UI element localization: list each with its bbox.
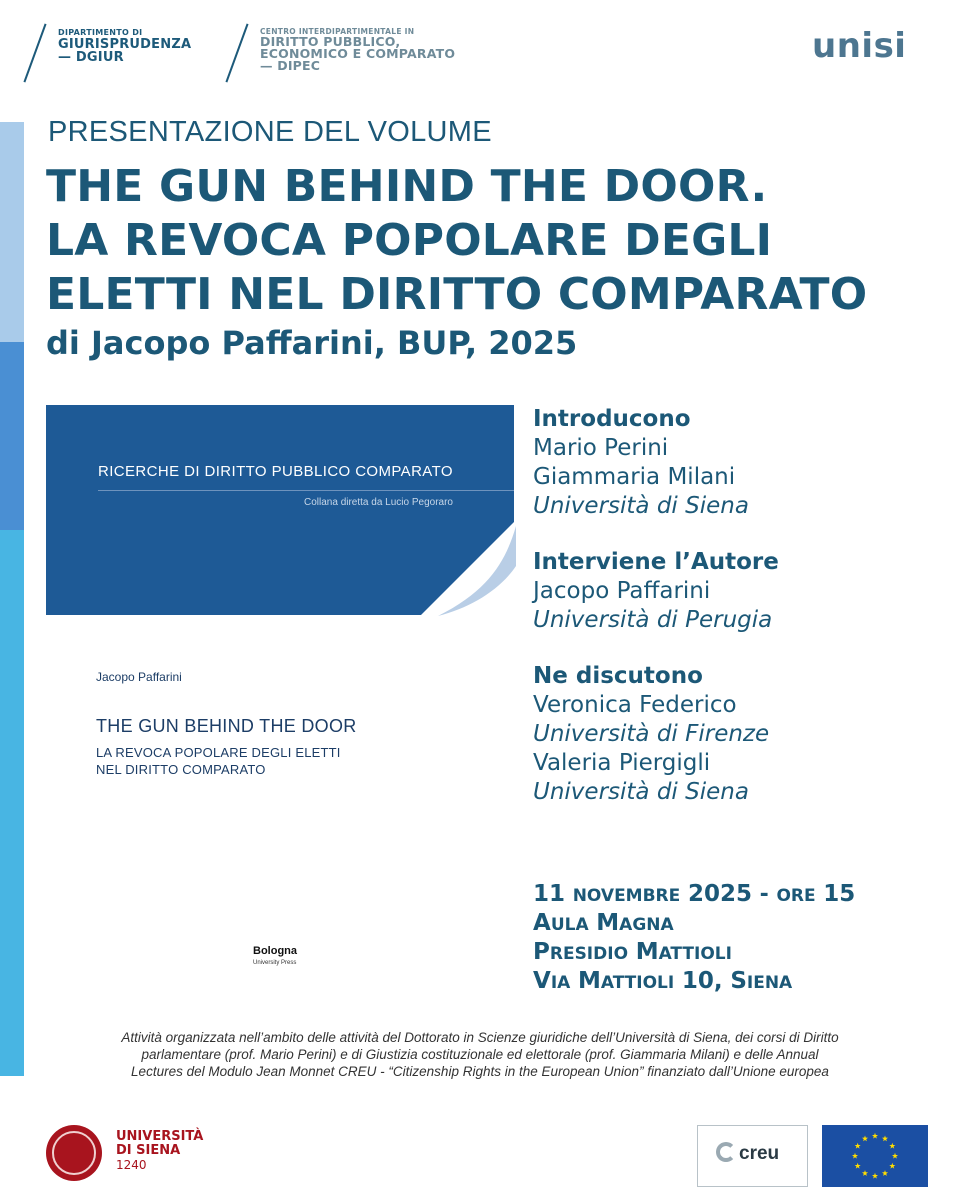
side-strip-cyan <box>0 530 24 1076</box>
discussant-1: Veronica Federico <box>533 692 737 718</box>
date-year: 2025 <box>687 881 752 907</box>
venue-building-cap-1: P <box>533 939 550 965</box>
venue-address-sc-3: IENA <box>746 973 793 993</box>
date-day: 11 <box>533 881 566 907</box>
venue-building-sc-1: RESIDIO <box>549 944 629 964</box>
eu-star-icon <box>889 1163 895 1169</box>
event-date <box>533 880 855 911</box>
creu-c-icon <box>716 1142 736 1162</box>
cover-subtitle-2: NEL DIRITTO COMPARATO <box>96 762 266 777</box>
eu-star-icon <box>872 1133 878 1139</box>
intro-speaker-1: Mario Perini <box>533 435 669 461</box>
book-author-line: di Jacopo Paffarini, BUP, 2025 <box>46 324 578 362</box>
intro-heading: Introducono <box>533 406 691 432</box>
time-hour: 15 <box>823 881 856 907</box>
date-separator: - <box>759 882 769 907</box>
venue-room-cap-1: A <box>533 910 551 936</box>
publisher-sub: University Press <box>253 960 297 966</box>
venue-address-cap-1: V <box>533 968 551 994</box>
date-month: NOVEMBRE <box>572 886 681 906</box>
time-label: ORE <box>776 886 816 906</box>
cover-subtitle-1: LA REVOCA POPOLARE DEGLI ELETTI <box>96 745 341 760</box>
eu-star-icon <box>889 1143 895 1149</box>
cover-collana: Collana diretta da Lucio Pegoraro <box>304 497 453 508</box>
venue-building-sc-2: ATTIOLI <box>658 944 732 964</box>
cover-author: Jacopo Paffarini <box>96 670 182 684</box>
dept-name: GIURISPRUDENZA <box>58 37 192 52</box>
venue-address <box>533 967 792 998</box>
title-line-2: LA REVOCA POPOLARE DEGLI <box>46 215 773 266</box>
eu-star-icon <box>872 1173 878 1179</box>
note-line-2: parlamentare (prof. Mario Perini) e di Giustizia costituzionale ed elettorale (prof. Giammaria Milani) e delle Annual <box>141 1047 819 1062</box>
centro-line-2: ECONOMICO E COMPARATO <box>260 46 456 61</box>
side-strip-mid <box>0 342 24 530</box>
author-affiliation: Università di Perugia <box>533 607 773 633</box>
cover-series: RICERCHE DI DIRITTO PUBBLICO COMPARATO <box>98 463 453 480</box>
centro-line-3: — DIPEC <box>260 58 321 73</box>
siena-year: 1240 <box>116 1158 147 1172</box>
siena-seal-icon <box>46 1125 102 1181</box>
siena-name-2: DI SIENA <box>116 1143 181 1158</box>
venue-building <box>533 938 732 969</box>
eu-star-icon <box>855 1163 861 1169</box>
unisi-logo: unisi <box>812 26 907 66</box>
eu-star-icon <box>862 1170 868 1176</box>
creu-logo-text: creu <box>739 1143 780 1164</box>
discussant-1-affiliation: Università di Firenze <box>533 721 770 747</box>
page-curl <box>420 520 516 616</box>
venue-room-sc-2: AGNA <box>619 915 674 935</box>
centro-small-text: CENTRO INTERDIPARTIMENTALE IN <box>260 27 415 36</box>
eu-star-icon <box>892 1153 898 1159</box>
venue-address-sc-2: ATTIOLI <box>600 973 675 993</box>
venue-room-sc-1: ULA <box>550 915 589 935</box>
title-line-3: ELETTI NEL DIRITTO COMPARATO <box>46 269 868 320</box>
title-line-1: THE GUN BEHIND THE DOOR. <box>46 161 768 212</box>
overline: PRESENTAZIONE DEL VOLUME <box>48 116 492 148</box>
eu-stars-icon <box>822 1125 928 1187</box>
intro-affiliation: Università di Siena <box>533 493 749 519</box>
dept-logo <box>58 28 191 64</box>
discussant-2: Valeria Piergigli <box>533 750 711 776</box>
intro-speaker-2: Giammaria Milani <box>533 464 736 490</box>
venue-address-cap-3: S <box>730 968 747 994</box>
dept-acronym: — DGIUR <box>58 50 124 65</box>
note-line-1: Attività organizzata nell’ambito delle attività del Dottorato in Scienze giuridiche dell’Università di Siena, dei corsi di Diritto <box>121 1030 839 1045</box>
author-heading: Interviene l’Autore <box>533 549 779 575</box>
eu-star-icon <box>862 1135 868 1141</box>
eu-star-icon <box>882 1135 888 1141</box>
header-divider-2 <box>225 24 248 83</box>
discussant-2-affiliation: Università di Siena <box>533 779 749 805</box>
cover-rule <box>98 490 514 491</box>
eu-flag-icon <box>822 1125 928 1187</box>
note-line-3: Lectures del Modulo Jean Monnet CREU - “Citizenship Rights in the European Union” finanziato dall’Unione europea <box>131 1064 829 1079</box>
venue-address-sc-1: IA <box>550 973 571 993</box>
venue-address-number: 10, <box>681 968 723 994</box>
side-strip-light <box>0 122 24 342</box>
venue-address-cap-2: M <box>577 968 601 994</box>
author-name: Jacopo Paffarini <box>533 578 711 604</box>
header-divider-1 <box>23 24 46 83</box>
centro-line-1: DIRITTO PUBBLICO, <box>260 34 401 49</box>
siena-name-1: UNIVERSITÀ <box>116 1129 204 1144</box>
cover-title: THE GUN BEHIND THE DOOR <box>96 716 357 736</box>
dept-small-text: DIPARTIMENTO DI <box>58 28 143 37</box>
centro-logo <box>260 27 455 72</box>
venue-room-cap-2: M <box>596 910 620 936</box>
eu-star-icon <box>855 1143 861 1149</box>
publisher-name: Bologna <box>253 945 297 957</box>
eu-star-icon <box>882 1170 888 1176</box>
eu-star-icon <box>852 1153 858 1159</box>
discussants-heading: Ne discutono <box>533 663 703 689</box>
venue-room <box>533 909 674 940</box>
venue-building-cap-2: M <box>635 939 659 965</box>
